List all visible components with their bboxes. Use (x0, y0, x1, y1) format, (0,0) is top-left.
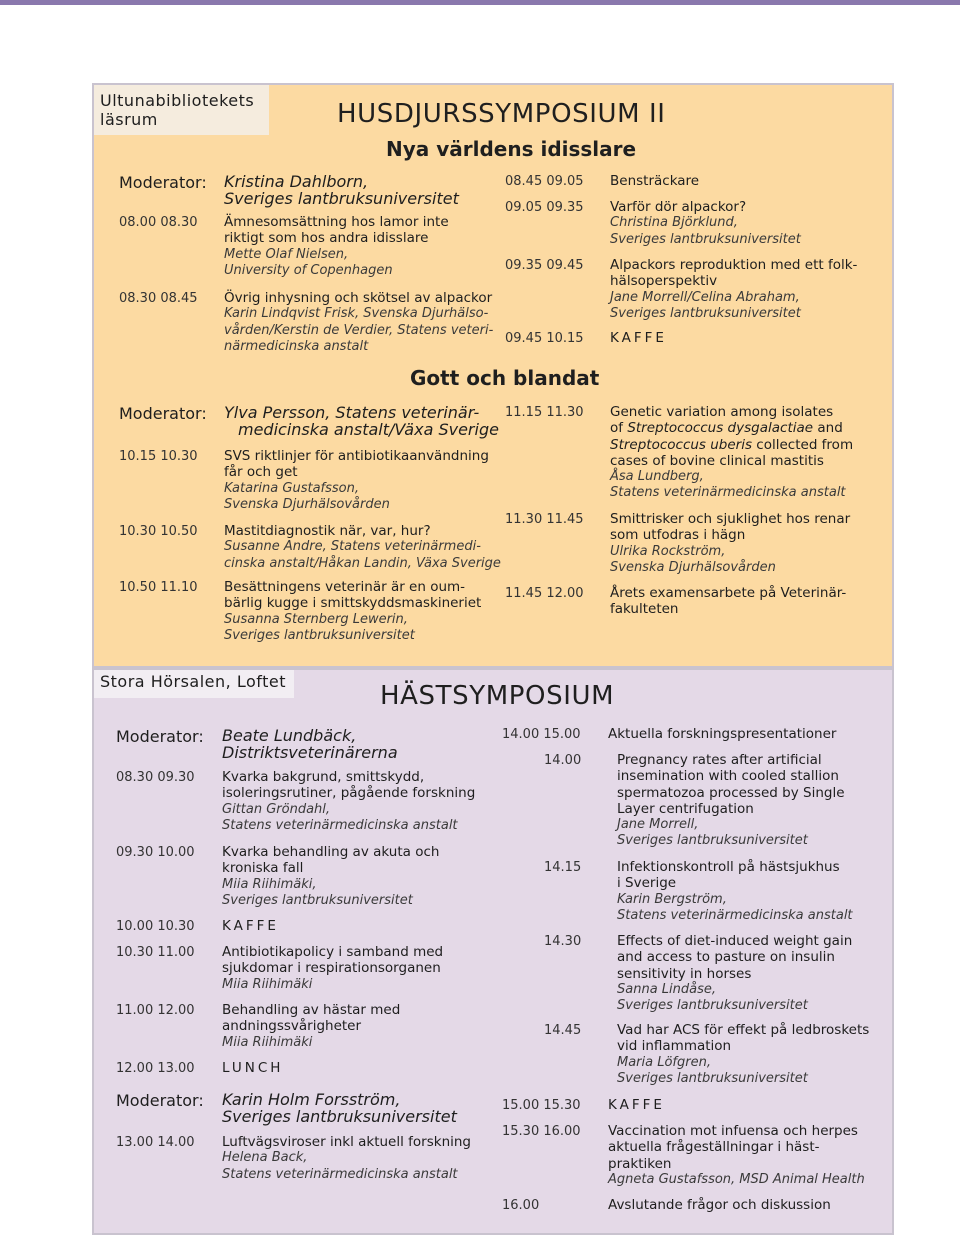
speaker-line: Statens veterinärmedicinska anstalt (222, 1166, 458, 1182)
session-title (617, 933, 872, 982)
session-time: 15.30 16.00 (502, 1124, 581, 1139)
title-line: riktigt som hos andra idisslare (224, 230, 429, 247)
session-time: 09.45 10.15 (505, 331, 584, 346)
title-line (610, 437, 865, 453)
speaker-line: Maria Löfgren, (617, 1054, 711, 1070)
title-line: hälsoperspektiv (610, 273, 718, 290)
title-line: Varför dör alpackor? (610, 199, 747, 215)
title-line: spermatozoa processed by Single (617, 784, 845, 801)
moderator-name (222, 727, 398, 761)
session-time: 14.45 (544, 1023, 582, 1038)
symposium-title: HUSDJURSSYMPOSIUM II (337, 99, 666, 129)
block-title-nya-varldens: Nya världens idisslare (386, 137, 637, 161)
session-entry (617, 1022, 872, 1087)
session-time: 11.30 11.45 (505, 512, 584, 527)
title-line: Kvarka bakgrund, smittskydd, (222, 769, 425, 785)
speaker-line: Helena Back, (222, 1150, 308, 1166)
session-time: 11.00 12.00 (116, 1003, 195, 1018)
title-line: and access to pasture on insulin (617, 949, 835, 966)
session-entry (610, 199, 865, 248)
session-entry (608, 1123, 863, 1188)
moderator-affiliation: medicinska anstalt/Växa Sverige (238, 420, 499, 439)
session-entry (222, 1134, 477, 1183)
title-line: andningssvårigheter (222, 1018, 362, 1035)
session-title (610, 257, 865, 290)
session-title (608, 1123, 863, 1172)
moderator-affiliation: Sveriges lantbruksuniversitet (224, 189, 459, 208)
session-title (608, 1097, 863, 1113)
title-line: KAFFE (610, 330, 667, 346)
session-time: 10.30 10.50 (119, 524, 198, 539)
moderator-name (224, 173, 459, 207)
session-time: 13.00 14.00 (116, 1135, 195, 1150)
title-line: Smittrisker och sjuklighet hos renar (610, 511, 851, 527)
session-title (617, 1022, 872, 1055)
title-line: SVS riktlinjer för antibiotikaanvändning (224, 448, 489, 464)
session-title (222, 918, 477, 934)
title-line: cases of bovine clinical mastitis (610, 452, 824, 469)
speaker-line: Susanne Andre, Statens veterinärmedi- (224, 539, 481, 555)
speaker-line: Miia Riihimäki (222, 976, 313, 992)
title-line: vid inflammation (617, 1038, 732, 1055)
title-line: aktuella frågeställningar i häst- (608, 1139, 820, 1156)
moderator-label: Moderator: (116, 727, 204, 746)
moderator-name-line1: Ylva Persson, Statens veterinär- (224, 403, 480, 422)
title-line: Vaccination mot infuensa och herpes (608, 1123, 858, 1139)
session-title (610, 199, 865, 215)
session-time: 10.50 11.10 (119, 580, 198, 595)
title-line: insemination with cooled stallion (617, 768, 839, 785)
session-time: 10.30 11.00 (116, 945, 195, 960)
session-title (610, 404, 865, 469)
session-entry (617, 933, 872, 1014)
session-time: 16.00 (502, 1198, 540, 1213)
session-entry (608, 1097, 863, 1113)
title-text: and (813, 420, 843, 437)
session-title (610, 173, 865, 189)
title-line: Effects of diet-induced weight gain (617, 933, 853, 949)
moderator-label: Moderator: (119, 404, 207, 423)
speaker-line: Miia Riihimäki (222, 1034, 313, 1050)
session-time: 09.30 10.00 (116, 845, 195, 860)
speaker-line: Sveriges lantbruksuniversitet (617, 1070, 808, 1086)
session-title (617, 752, 872, 817)
session-entry (610, 330, 865, 346)
speaker-line: Christina Björklund, (610, 215, 738, 231)
speaker-line: Katarina Gustafsson, (224, 480, 359, 496)
location-line1: Ultunabibliotekets (100, 91, 255, 110)
session-entry (224, 448, 489, 513)
title-line: Bensträckare (610, 173, 700, 189)
title-line: får och get (224, 464, 298, 481)
speaker-line: Svenska Djurhälsovården (610, 559, 776, 575)
speaker-line: Sveriges lantbruksuniversitet (610, 305, 801, 321)
moderator-affiliation: Sveriges lantbruksuniversitet (222, 1107, 457, 1126)
moderator-name-line1: Kristina Dahlborn, (224, 172, 369, 191)
moderator-label: Moderator: (116, 1091, 204, 1110)
title-line: Vad har ACS för effekt på ledbroskets (617, 1022, 870, 1038)
title-line: Antibiotikapolicy i samband med (222, 944, 444, 960)
session-entry (610, 404, 865, 502)
session-title (224, 523, 479, 539)
block-title-gott-och-blandat: Gott och blandat (410, 366, 600, 390)
session-time: 14.15 (544, 860, 582, 875)
moderator-affiliation: Distriktsveterinärerna (222, 743, 398, 762)
title-text: collected from (752, 436, 854, 453)
session-time: 08.30 09.30 (116, 770, 195, 785)
session-title (610, 585, 865, 618)
speaker-line: Sveriges lantbruksuniversitet (610, 231, 801, 247)
session-entry (224, 523, 501, 572)
location-tag (94, 668, 294, 698)
session-entry (222, 844, 477, 909)
moderator-name-line1: Beate Lundbäck, (222, 726, 357, 745)
session-entry (608, 726, 863, 742)
session-title (610, 330, 865, 346)
title-line: Avslutande frågor och diskussion (608, 1197, 831, 1213)
session-entry (224, 290, 494, 355)
title-line: som utfodras i hägn (610, 527, 746, 544)
moderator-name (224, 404, 499, 438)
title-line: KAFFE (608, 1097, 665, 1113)
session-entry (617, 859, 872, 924)
session-title (617, 859, 872, 892)
session-title (608, 726, 863, 742)
title-line: Kvarka behandling av akuta och (222, 844, 440, 860)
title-line (610, 420, 865, 436)
speaker-line: Jane Morrell, (617, 817, 699, 833)
location-line2: läsrum (100, 110, 158, 129)
session-time: 09.35 09.45 (505, 258, 584, 273)
speaker-line: Statens veterinärmedicinska anstalt (222, 817, 458, 833)
title-line: Genetic variation among isolates (610, 404, 834, 420)
title-line: i Sverige (617, 875, 677, 892)
session-entry (224, 214, 479, 279)
title-line: praktiken (608, 1155, 672, 1172)
session-time: 14.00 (544, 753, 582, 768)
session-title (222, 769, 477, 802)
hast-symposium-section (92, 668, 894, 1235)
speaker-line: Jane Morrell/Celina Abraham, (610, 289, 800, 305)
session-entry (610, 585, 865, 618)
title-line: Pregnancy rates after artificial (617, 752, 822, 768)
session-entry (222, 1060, 477, 1076)
session-title (222, 944, 477, 977)
session-time: 14.00 15.00 (502, 727, 581, 742)
title-line: bärlig kugge i smittskyddsmaskineriet (224, 595, 482, 612)
moderator-name-line1: Karin Holm Forsström, (222, 1090, 401, 1109)
speaker-line: Gittan Gröndahl, (222, 801, 331, 817)
session-time: 08.00 08.30 (119, 215, 198, 230)
title-line: Övrig inhysning och skötsel av alpackor (224, 290, 493, 306)
session-title (224, 290, 493, 306)
speaker-line: Sveriges lantbruksuniversitet (617, 833, 808, 849)
session-time: 09.05 09.35 (505, 200, 584, 215)
title-line: isoleringsrutiner, pågående forskning (222, 785, 476, 802)
session-entry (222, 769, 477, 834)
speaker-line: Susanna Sternberg Lewerin, (224, 611, 408, 627)
speaker-line: Karin Bergström, (617, 891, 727, 907)
session-title (224, 579, 482, 612)
session-entry (222, 944, 477, 993)
title-line: Aktuella forskningspresentationer (608, 726, 837, 742)
title-line: Alpackors reproduktion med ett folk- (610, 257, 858, 273)
session-title (224, 214, 479, 247)
symposium-title: HÄSTSYMPOSIUM (380, 681, 615, 711)
session-title (608, 1197, 863, 1213)
speaker-line: Åsa Lundberg, (610, 469, 704, 485)
session-title (222, 1134, 477, 1150)
moderator-label: Moderator: (119, 173, 207, 192)
title-line: Ämnesomsättning hos lamor inte (224, 214, 449, 230)
species-name: Streptococcus dysgalactiae (627, 420, 814, 437)
speaker-line: närmedicinska anstalt (224, 338, 369, 354)
title-line: Mastitdiagnostik när, var, hur? (224, 523, 431, 539)
species-name: Streptococcus uberis (610, 436, 753, 453)
title-line: sensitivity in horses (617, 965, 752, 982)
speaker-line: Sveriges lantbruksuniversitet (617, 998, 808, 1014)
session-title (224, 448, 489, 481)
title-line: KAFFE (222, 918, 279, 934)
session-time: 11.45 12.00 (505, 586, 584, 601)
speaker-line: University of Copenhagen (224, 262, 393, 278)
title-line: fakulteten (610, 601, 679, 618)
speaker-line: Miia Riihimäki, (222, 876, 317, 892)
speaker-line: Mette Olaf Nielsen, (224, 246, 349, 262)
speaker-line: cinska anstalt/Håkan Landin, Växa Sverige (224, 555, 501, 571)
session-time: 10.00 10.30 (116, 919, 195, 934)
speaker-line: Sveriges lantbruksuniversitet (224, 627, 415, 643)
speaker-line: Sveriges lantbruksuniversitet (222, 892, 413, 908)
title-line: sjukdomar i respirationsorganen (222, 960, 441, 977)
speaker-line: Statens veterinärmedicinska anstalt (617, 907, 853, 923)
session-title (610, 511, 865, 544)
location-tag (94, 85, 269, 135)
session-time: 14.30 (544, 934, 582, 949)
session-entry (610, 511, 865, 576)
top-accent-bar (0, 0, 960, 5)
title-line: Årets examensarbete på Veterinär- (610, 585, 847, 601)
speaker-line: Agneta Gustafsson, MSD Animal Health (608, 1171, 865, 1187)
session-time: 12.00 13.00 (116, 1061, 195, 1076)
session-entry (610, 257, 865, 322)
session-title (222, 1060, 477, 1076)
title-line: Behandling av hästar med (222, 1002, 401, 1018)
location-label: Stora Hörsalen, Loftet (100, 672, 286, 691)
session-time: 15.00 15.30 (502, 1098, 581, 1113)
speaker-line: Sanna Lindåse, (617, 981, 717, 997)
title-line: Layer centrifugation (617, 800, 754, 817)
session-entry (617, 752, 872, 850)
session-entry (222, 918, 477, 934)
title-line: kroniska fall (222, 860, 304, 877)
title-line: LUNCH (222, 1060, 284, 1076)
title-line: Infektionskontroll på hästsjukhus (617, 859, 840, 875)
session-time: 08.45 09.05 (505, 174, 584, 189)
session-entry (608, 1197, 863, 1213)
session-time: 08.30 08.45 (119, 291, 198, 306)
speaker-line: Karin Lindqvist Frisk, Svenska Djurhälso- (224, 306, 489, 322)
session-entry (224, 579, 482, 644)
session-time: 10.15 10.30 (119, 449, 198, 464)
session-entry (610, 173, 865, 189)
session-entry (222, 1002, 477, 1051)
speaker-line: vården/Kerstin de Verdier, Statens veteri- (224, 322, 494, 338)
title-line: Besättningens veterinär är en oum- (224, 579, 466, 595)
session-title (222, 1002, 477, 1035)
speaker-line: Ulrika Rockström, (610, 543, 726, 559)
husdjur-symposium-section (92, 83, 894, 668)
session-time: 11.15 11.30 (505, 405, 584, 420)
title-line: Luftvägsviroser inkl aktuell forskning (222, 1134, 471, 1150)
title-text: of (610, 420, 628, 437)
moderator-name (222, 1091, 457, 1125)
speaker-line: Svenska Djurhälsovården (224, 496, 390, 512)
session-title (222, 844, 477, 877)
speaker-line: Statens veterinärmedicinska anstalt (610, 485, 846, 501)
